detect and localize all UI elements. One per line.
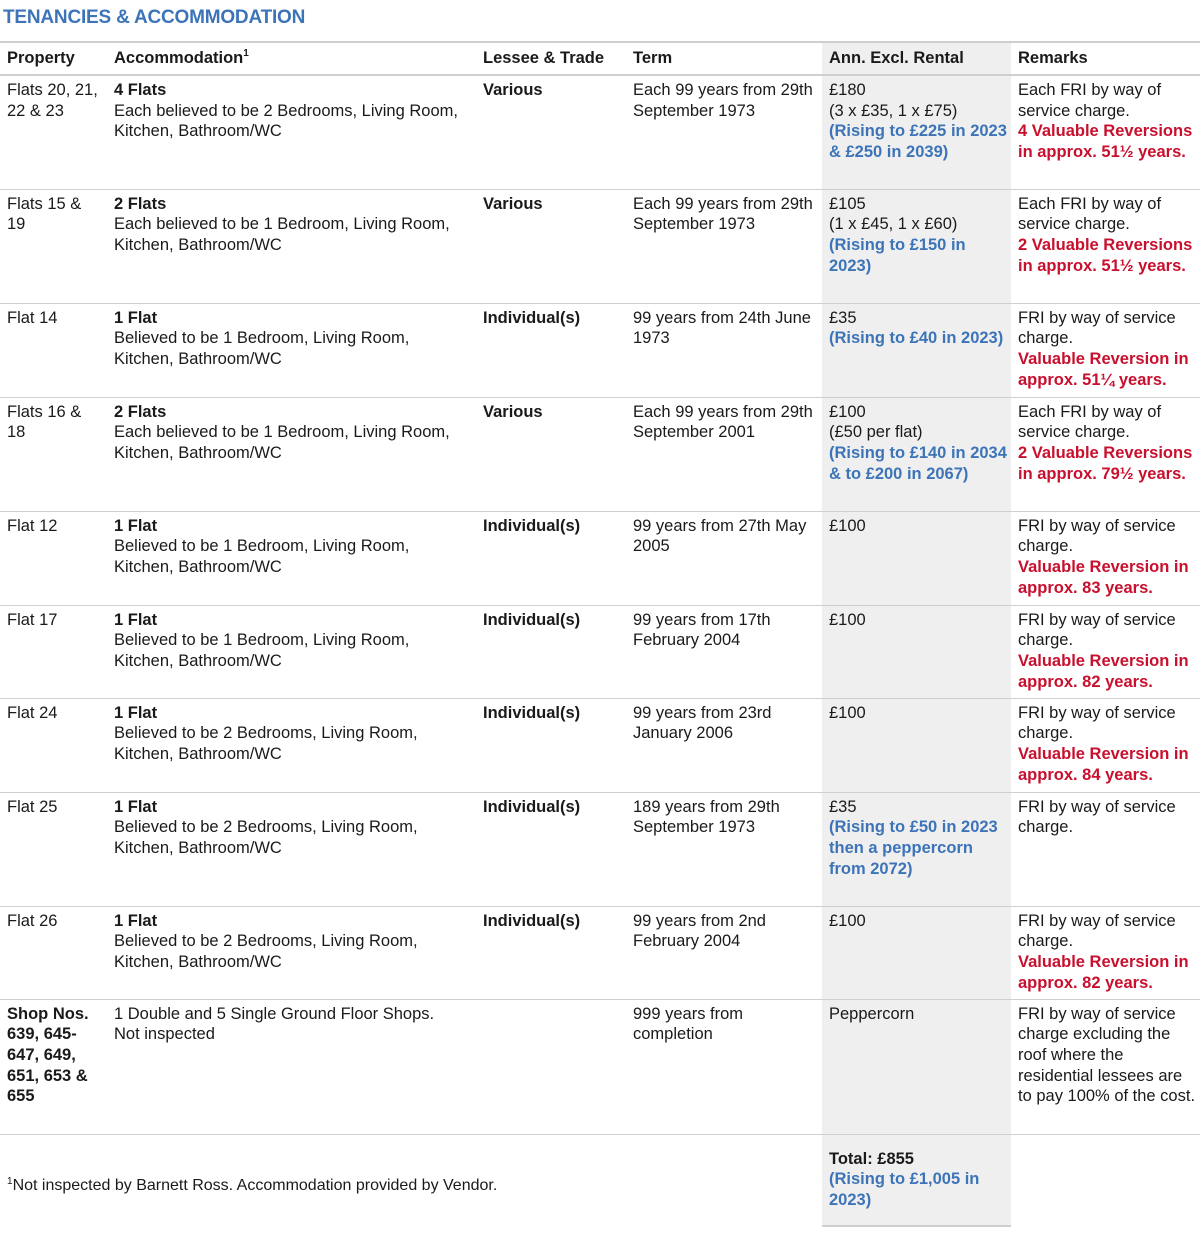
table-row bbox=[0, 906, 1200, 999]
table-row-shops bbox=[0, 999, 1200, 1134]
cell-empty bbox=[1011, 1134, 1200, 1226]
footnote-marker: 1 bbox=[243, 48, 249, 60]
footnote bbox=[0, 1134, 822, 1226]
cell-remarks bbox=[1011, 906, 1200, 999]
cell-rental bbox=[822, 605, 1011, 698]
cell-rental bbox=[822, 698, 1011, 792]
cell-property: Flats 16 & 18 bbox=[0, 397, 107, 511]
cell-term: 999 years from completion bbox=[626, 999, 822, 1134]
rental-breakdown: (3 x £35, 1 x £75) bbox=[829, 101, 958, 120]
accommodation-description: 1 Double and 5 Single Ground Floor Shops. bbox=[114, 1004, 435, 1023]
cell-remarks bbox=[1011, 189, 1200, 303]
cell-accommodation bbox=[107, 698, 476, 792]
cell-lessee: Individual(s) bbox=[476, 792, 626, 906]
cell-accommodation bbox=[107, 189, 476, 303]
cell-property: Flat 12 bbox=[0, 511, 107, 605]
rental-amount: £100 bbox=[829, 703, 866, 722]
cell-remarks bbox=[1011, 698, 1200, 792]
cell-remarks bbox=[1011, 303, 1200, 397]
cell-remarks: FRI by way of service charge excluding the roof where the residential lessees are to pay 100% of the cost. bbox=[1011, 999, 1200, 1134]
cell-accommodation bbox=[107, 999, 476, 1134]
cell-property: Flats 20, 21, 22 & 23 bbox=[0, 75, 107, 189]
accommodation-title: 1 Flat bbox=[114, 797, 158, 816]
accommodation-title: 4 Flats bbox=[114, 81, 167, 99]
table-row bbox=[0, 605, 1200, 698]
reversion-note: Valuable Reversion in approx. 83 years. bbox=[1018, 557, 1189, 597]
footnote-text: Not inspected by Barnett Ross. Accommodation provided by Vendor. bbox=[12, 1177, 498, 1195]
table-row bbox=[0, 397, 1200, 511]
rental-amount: £100 bbox=[829, 911, 866, 930]
rental-amount: £35 bbox=[829, 797, 857, 816]
cell-rental bbox=[822, 511, 1011, 605]
cell-rental bbox=[822, 397, 1011, 511]
accommodation-description: Believed to be 2 Bedrooms, Living Room, Kitchen, Bathroom/WC bbox=[114, 724, 418, 763]
cell-accommodation bbox=[107, 397, 476, 511]
accommodation-description: Believed to be 1 Bedroom, Living Room, Kitchen, Bathroom/WC bbox=[114, 537, 410, 576]
accommodation-description: Believed to be 1 Bedroom, Living Room, Kitchen, Bathroom/WC bbox=[114, 329, 410, 368]
rental-amount: £105 bbox=[829, 194, 866, 213]
header-property: Property bbox=[0, 42, 107, 75]
cell-term: Each 99 years from 29th September 1973 bbox=[626, 189, 822, 303]
accommodation-title: 1 Flat bbox=[114, 516, 158, 535]
cell-lessee: Individual(s) bbox=[476, 906, 626, 999]
table-footer-row bbox=[0, 1134, 1200, 1226]
table-row bbox=[0, 303, 1200, 397]
cell-rental bbox=[822, 792, 1011, 906]
accommodation-description: Each believed to be 1 Bedroom, Living Room, Kitchen, Bathroom/WC bbox=[114, 423, 450, 462]
header-term: Term bbox=[626, 42, 822, 75]
cell-remarks bbox=[1011, 397, 1200, 511]
accommodation-title: 2 Flats bbox=[114, 194, 167, 213]
cell-term: 99 years from 17th February 2004 bbox=[626, 605, 822, 698]
rental-rising: (Rising to £150 in 2023) bbox=[829, 235, 966, 275]
rental-rising: (Rising to £40 in 2023) bbox=[829, 329, 1004, 348]
table-row bbox=[0, 698, 1200, 792]
rental-amount: £100 bbox=[829, 516, 866, 535]
cell-term: Each 99 years from 29th September 2001 bbox=[626, 397, 822, 511]
accommodation-title: 1 Flat bbox=[114, 610, 158, 629]
total-rental: Total: £855 bbox=[829, 1149, 914, 1168]
remark-text: FRI by way of service charge. bbox=[1018, 516, 1176, 556]
accommodation-title: 1 Flat bbox=[114, 703, 158, 722]
cell-rental: Peppercorn bbox=[822, 999, 1011, 1134]
rental-breakdown: (1 x £45, 1 x £60) bbox=[829, 215, 958, 234]
cell-lessee: Various bbox=[476, 189, 626, 303]
reversion-note: Valuable Reversion in approx. 82 years. bbox=[1018, 651, 1189, 691]
table-row bbox=[0, 75, 1200, 189]
cell-total bbox=[822, 1134, 1011, 1226]
remark-text: FRI by way of service charge. bbox=[1018, 797, 1176, 837]
cell-term: Each 99 years from 29th September 1973 bbox=[626, 75, 822, 189]
reversion-note: Valuable Reversion in approx. 82 years. bbox=[1018, 952, 1189, 992]
accommodation-title: 1 Flat bbox=[114, 911, 158, 930]
cell-property: Flat 14 bbox=[0, 303, 107, 397]
cell-remarks bbox=[1011, 792, 1200, 906]
rental-amount: £100 bbox=[829, 402, 866, 421]
rental-rising: (Rising to £140 in 2034 & to £200 in 2067) bbox=[829, 443, 1007, 483]
reversion-note: Valuable Reversion in approx. 84 years. bbox=[1018, 744, 1189, 784]
remark-text: Each FRI by way of service charge. bbox=[1018, 81, 1162, 120]
cell-lessee: Various bbox=[476, 75, 626, 189]
table-row bbox=[0, 189, 1200, 303]
remark-text: FRI by way of service charge. bbox=[1018, 703, 1176, 743]
remark-text: Each FRI by way of service charge. bbox=[1018, 194, 1162, 234]
rental-breakdown: (£50 per flat) bbox=[829, 423, 923, 442]
remark-text: Each FRI by way of service charge. bbox=[1018, 402, 1162, 442]
cell-lessee: Various bbox=[476, 397, 626, 511]
cell-accommodation bbox=[107, 511, 476, 605]
table-header-row bbox=[0, 42, 1200, 75]
cell-property: Shop Nos. 639, 645-647, 649, 651, 653 & 655 bbox=[0, 999, 107, 1134]
cell-lessee: Individual(s) bbox=[476, 303, 626, 397]
cell-lessee: Individual(s) bbox=[476, 511, 626, 605]
remark-text: FRI by way of service charge. bbox=[1018, 911, 1176, 951]
remark-text: FRI by way of service charge. bbox=[1018, 610, 1176, 650]
accommodation-title: 2 Flats bbox=[114, 402, 167, 421]
cell-accommodation bbox=[107, 605, 476, 698]
rental-amount: £35 bbox=[829, 308, 857, 327]
rental-rising: (Rising to £225 in 2023 & £250 in 2039) bbox=[829, 122, 1007, 162]
rental-rising: (Rising to £50 in 2023 then a peppercorn from 2072) bbox=[829, 818, 998, 878]
accommodation-description: Believed to be 1 Bedroom, Living Room, Kitchen, Bathroom/WC bbox=[114, 631, 410, 670]
section-title: TENANCIES & ACCOMMODATION bbox=[3, 7, 306, 28]
cell-rental bbox=[822, 906, 1011, 999]
cell-accommodation bbox=[107, 906, 476, 999]
tenancy-table bbox=[0, 41, 1200, 1227]
remark-text: FRI by way of service charge. bbox=[1018, 308, 1176, 348]
rental-amount: £100 bbox=[829, 610, 866, 629]
reversion-note: 2 Valuable Reversions in approx. 51½ years. bbox=[1018, 235, 1193, 275]
cell-term: 99 years from 24th June 1973 bbox=[626, 303, 822, 397]
cell-property: Flat 26 bbox=[0, 906, 107, 999]
header-accommodation: Accommodation$^1$ bbox=[107, 42, 476, 75]
accommodation-description: Believed to be 2 Bedrooms, Living Room, Kitchen, Bathroom/WC bbox=[114, 818, 418, 857]
cell-property: Flat 17 bbox=[0, 605, 107, 698]
rental-amount: £180 bbox=[829, 81, 866, 99]
header-rental: Ann. Excl. Rental bbox=[822, 42, 1011, 75]
cell-remarks bbox=[1011, 75, 1200, 189]
cell-property: Flat 25 bbox=[0, 792, 107, 906]
accommodation-title: 1 Flat bbox=[114, 308, 158, 327]
reversion-note: 4 Valuable Reversions in approx. 51½ years. bbox=[1018, 122, 1193, 162]
cell-rental bbox=[822, 303, 1011, 397]
cell-term: 99 years from 2nd February 2004 bbox=[626, 906, 822, 999]
cell-property: Flats 15 & 19 bbox=[0, 189, 107, 303]
cell-accommodation bbox=[107, 792, 476, 906]
header-lessee: Lessee & Trade bbox=[476, 42, 626, 75]
accommodation-description: Believed to be 2 Bedrooms, Living Room, Kitchen, Bathroom/WC bbox=[114, 932, 418, 971]
accommodation-description: Each believed to be 2 Bedrooms, Living Room, Kitchen, Bathroom/WC bbox=[114, 101, 458, 141]
reversion-note: Valuable Reversion in approx. 51¼ years. bbox=[1018, 349, 1189, 389]
cell-term: 99 years from 23rd January 2006 bbox=[626, 698, 822, 792]
accommodation-description: Each believed to be 1 Bedroom, Living Room, Kitchen, Bathroom/WC bbox=[114, 215, 450, 254]
footnote-marker: 1 bbox=[7, 1176, 13, 1188]
cell-lessee: Individual(s) bbox=[476, 605, 626, 698]
accommodation-note: Not inspected bbox=[114, 1025, 215, 1044]
cell-lessee: Individual(s) bbox=[476, 698, 626, 792]
table-row bbox=[0, 792, 1200, 906]
cell-property: Flat 24 bbox=[0, 698, 107, 792]
cell-lessee bbox=[476, 999, 626, 1134]
table-row bbox=[0, 511, 1200, 605]
cell-rental bbox=[822, 189, 1011, 303]
cell-accommodation bbox=[107, 303, 476, 397]
cell-term: 189 years from 29th September 1973 bbox=[626, 792, 822, 906]
reversion-note: 2 Valuable Reversions in approx. 79½ years. bbox=[1018, 443, 1193, 483]
cell-remarks bbox=[1011, 511, 1200, 605]
cell-accommodation bbox=[107, 75, 476, 189]
header-remarks: Remarks bbox=[1011, 42, 1200, 75]
total-rising: (Rising to £1,005 in 2023) bbox=[829, 1170, 980, 1209]
cell-term: 99 years from 27th May 2005 bbox=[626, 511, 822, 605]
cell-rental bbox=[822, 75, 1011, 189]
cell-remarks bbox=[1011, 605, 1200, 698]
